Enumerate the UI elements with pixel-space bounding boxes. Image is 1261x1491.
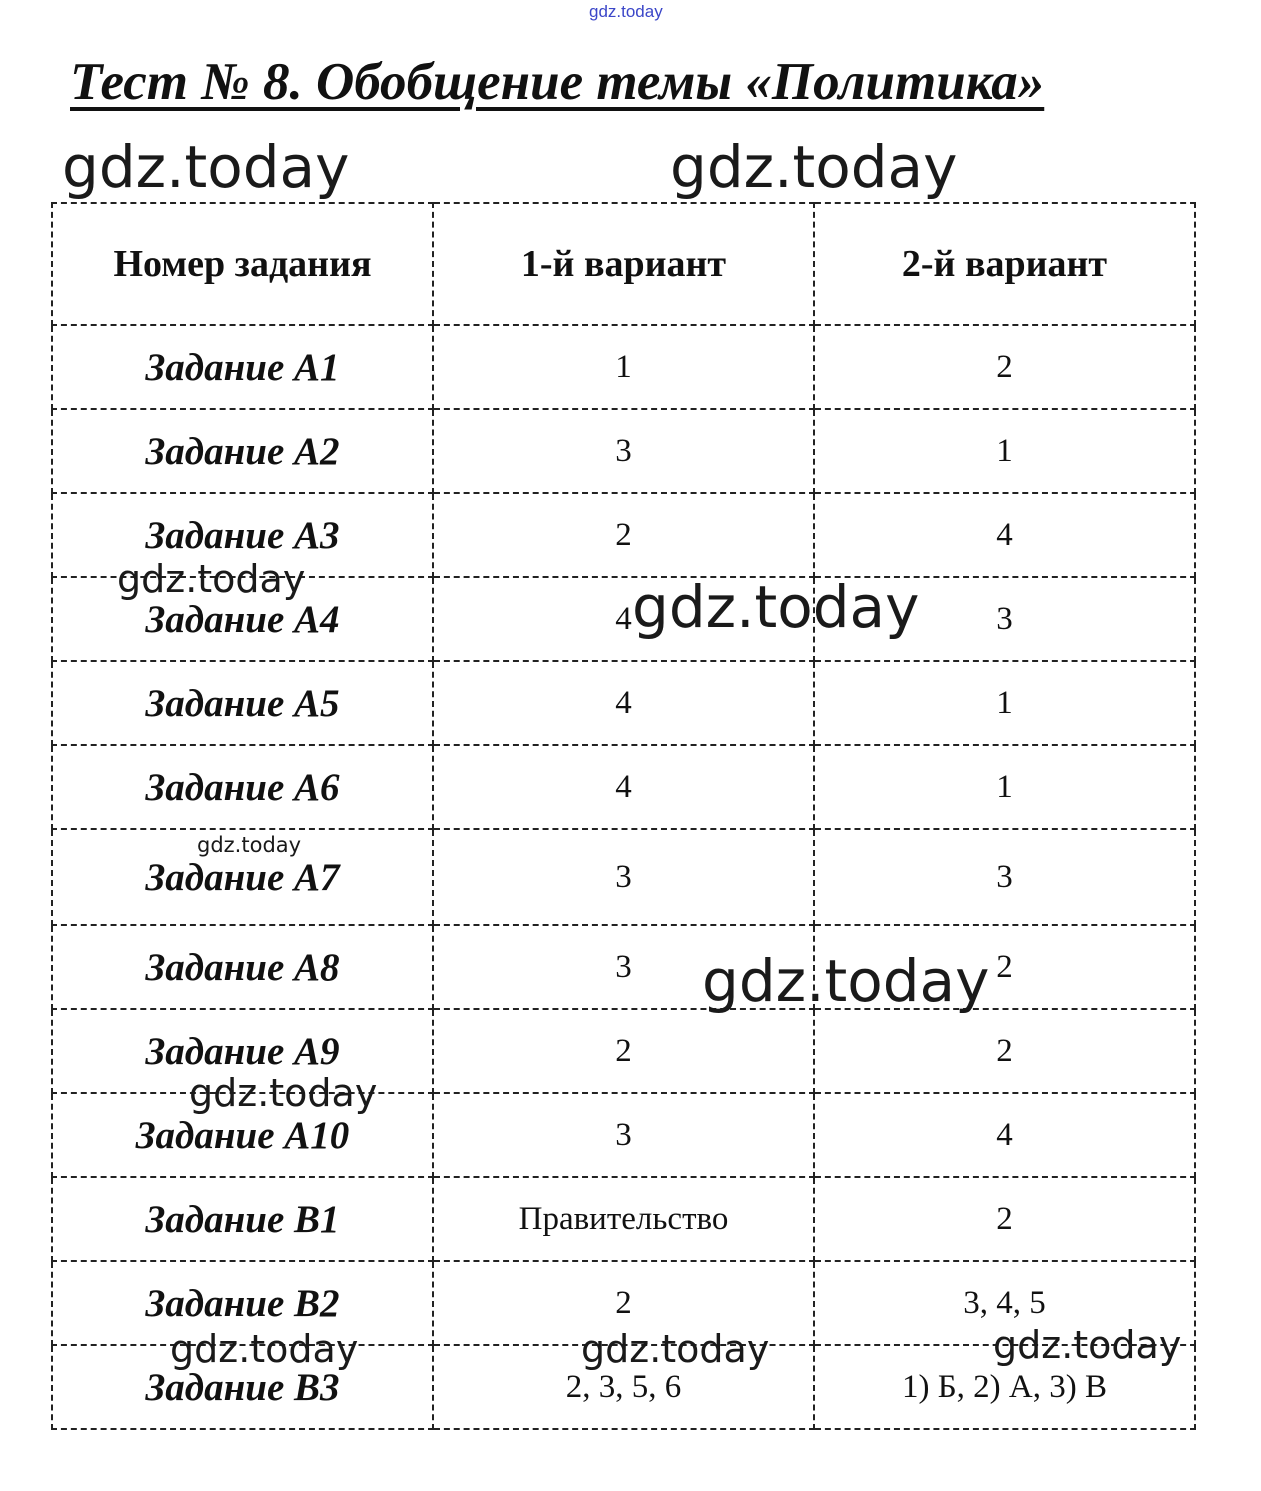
watermark: gdz.today xyxy=(670,133,958,201)
variant-1-cell: 3 xyxy=(433,925,814,1009)
table-row xyxy=(52,577,1195,661)
task-cell: Задание А9 xyxy=(52,1009,433,1093)
task-cell: Задание А1 xyxy=(52,325,433,409)
task-cell: Задание В1 xyxy=(52,1177,433,1261)
watermark: gdz.today xyxy=(632,573,920,641)
variant-2-cell: 4 xyxy=(814,493,1195,577)
variant-2-cell: 2 xyxy=(814,925,1195,1009)
page-title: Тест № 8. Обобщение темы «Политика» xyxy=(70,53,1045,111)
task-cell: Задание А2 xyxy=(52,409,433,493)
variant-2-cell: 2 xyxy=(814,1177,1195,1261)
task-cell: Задание А10 xyxy=(52,1093,433,1177)
table-row xyxy=(52,661,1195,745)
watermark: gdz.today xyxy=(189,1071,378,1115)
variant-2-cell: 3, 4, 5 xyxy=(814,1261,1195,1345)
variant-1-cell: 2 xyxy=(433,493,814,577)
variant-1-cell: 4 xyxy=(433,577,814,661)
header-variant-2: 2-й вариант xyxy=(814,203,1195,325)
watermark: gdz.today xyxy=(170,1327,359,1371)
header-task-number: Номер задания xyxy=(52,203,433,325)
answers-table xyxy=(51,202,1196,1430)
header-variant-1: 1-й вариант xyxy=(433,203,814,325)
task-cell: Задание А6 xyxy=(52,745,433,829)
table-row xyxy=(52,1261,1195,1345)
task-cell: Задание В3 xyxy=(52,1345,433,1429)
variant-1-cell: 3 xyxy=(433,409,814,493)
variant-1-cell: 3 xyxy=(433,1093,814,1177)
task-cell: Задание А3 xyxy=(52,493,433,577)
variant-1-cell: 2, 3, 5, 6 xyxy=(433,1345,814,1429)
watermark-top: gdz.today xyxy=(589,2,663,21)
table-row xyxy=(52,493,1195,577)
table-row xyxy=(52,325,1195,409)
watermark: gdz.today xyxy=(581,1327,770,1371)
variant-2-cell: 1 xyxy=(814,661,1195,745)
variant-2-cell: 3 xyxy=(814,829,1195,925)
watermark: gdz.today xyxy=(117,557,306,601)
task-cell: Задание В2 xyxy=(52,1261,433,1345)
variant-2-cell: 3 xyxy=(814,577,1195,661)
table-row xyxy=(52,1345,1195,1429)
variant-1-cell: 3 xyxy=(433,829,814,925)
table-row xyxy=(52,1177,1195,1261)
table-row xyxy=(52,745,1195,829)
variant-2-cell: 4 xyxy=(814,1093,1195,1177)
variant-1-cell: 1 xyxy=(433,325,814,409)
watermark: gdz.today xyxy=(702,947,990,1015)
task-cell: Задание А7 xyxy=(52,829,433,925)
table-row xyxy=(52,829,1195,925)
variant-1-cell: 2 xyxy=(433,1261,814,1345)
table-row xyxy=(52,1093,1195,1177)
table-row xyxy=(52,925,1195,1009)
watermark: gdz.today xyxy=(62,133,350,201)
table-header-row xyxy=(52,203,1195,325)
variant-1-cell: 2 xyxy=(433,1009,814,1093)
variant-2-cell: 2 xyxy=(814,325,1195,409)
table-row xyxy=(52,409,1195,493)
task-cell: Задание А4 xyxy=(52,577,433,661)
variant-1-cell: 4 xyxy=(433,661,814,745)
table-row xyxy=(52,1009,1195,1093)
variant-2-cell: 1 xyxy=(814,745,1195,829)
watermark: gdz.today xyxy=(993,1323,1182,1367)
variant-2-cell: 1) Б, 2) А, 3) В xyxy=(814,1345,1195,1429)
variant-1-cell: Правительство xyxy=(433,1177,814,1261)
variant-2-cell: 2 xyxy=(814,1009,1195,1093)
task-cell: Задание А5 xyxy=(52,661,433,745)
variant-1-cell: 4 xyxy=(433,745,814,829)
watermark: gdz.today xyxy=(197,833,302,857)
variant-2-cell: 1 xyxy=(814,409,1195,493)
task-cell: Задание А8 xyxy=(52,925,433,1009)
